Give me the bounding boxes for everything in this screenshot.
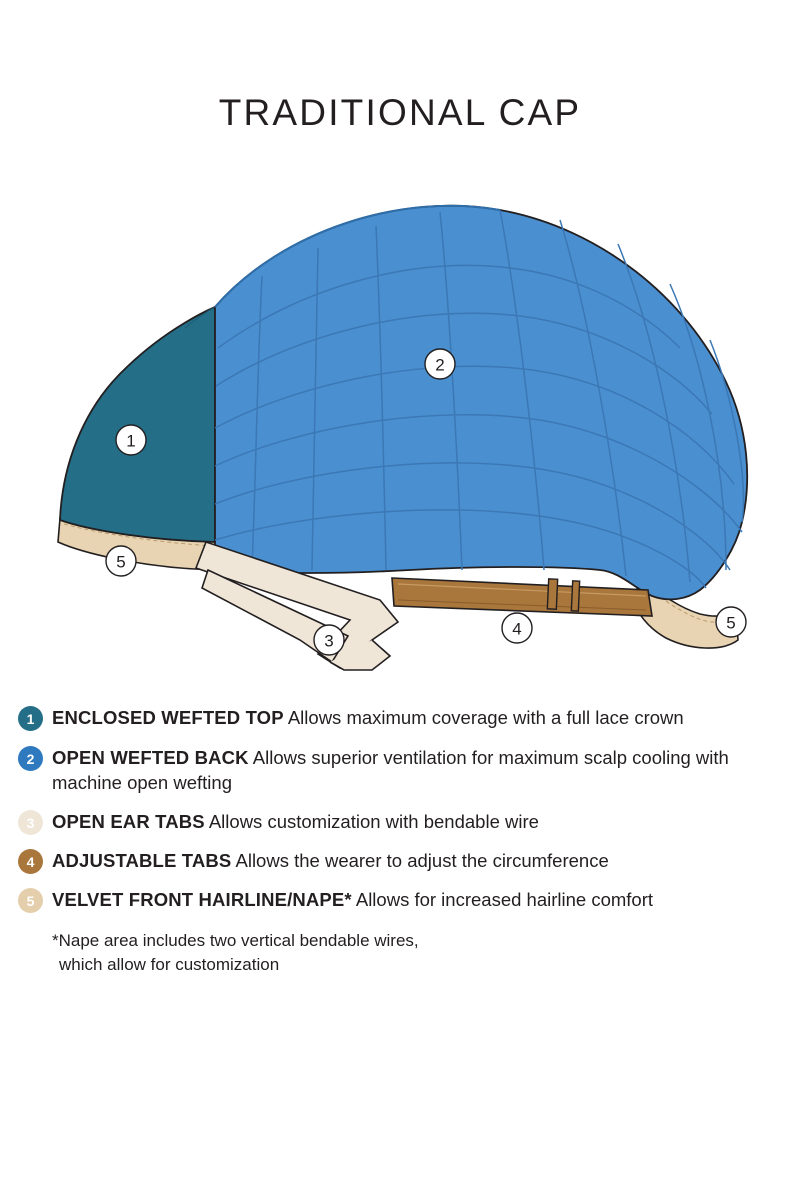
legend-badge-1: 1	[18, 706, 43, 731]
cap-illustration-svg	[0, 170, 800, 690]
callout-label-2: 2	[435, 355, 445, 375]
legend-text-5	[52, 887, 653, 912]
legend-badge-3: 3	[18, 810, 43, 835]
callout-label-4: 4	[512, 619, 522, 639]
legend-label-2: OPEN WEFTED BACK	[52, 747, 249, 768]
tab-buckle-right	[547, 579, 557, 609]
legend-desc-1: Allows maximum coverage with a full lace crown	[287, 707, 684, 728]
legend-text-1	[52, 705, 684, 730]
legend-item-2	[18, 745, 782, 795]
enclosed-wefted-top-panel	[60, 307, 215, 542]
callout-label-1: 1	[126, 431, 136, 451]
footnote-line-2: which allow for customization	[59, 955, 280, 974]
callout-label-5-left: 5	[116, 552, 126, 572]
legend-badge-2: 2	[18, 746, 43, 771]
legend-label-1: ENCLOSED WEFTED TOP	[52, 707, 284, 728]
legend-label-5: VELVET FRONT HAIRLINE/NAPE*	[52, 889, 352, 910]
legend-item-1	[18, 705, 782, 731]
traditional-cap-diagram	[0, 170, 800, 690]
legend-badge-4: 4	[18, 849, 43, 874]
legend	[18, 705, 782, 977]
legend-desc-4: Allows the wearer to adjust the circumference	[235, 850, 609, 871]
legend-desc-3: Allows customization with bendable wire	[208, 811, 539, 832]
legend-footnote	[52, 929, 782, 977]
legend-item-4	[18, 848, 782, 874]
legend-desc-2: Allows superior ventilation for maximum scalp cooling with machine open wefting	[52, 747, 729, 793]
legend-item-3	[18, 809, 782, 835]
legend-badge-5: 5	[18, 888, 43, 913]
legend-item-5	[18, 887, 782, 913]
legend-desc-5: Allows for increased hairline comfort	[355, 889, 654, 910]
legend-label-3: OPEN EAR TABS	[52, 811, 205, 832]
footnote-line-1: *Nape area includes two vertical bendable wires,	[52, 931, 419, 950]
legend-text-3	[52, 809, 539, 834]
legend-text-4	[52, 848, 609, 873]
adjustable-tabs-band	[392, 578, 652, 616]
callout-label-5-right: 5	[726, 613, 736, 633]
tab-buckle-right2	[571, 581, 579, 611]
callout-label-3: 3	[324, 631, 334, 651]
legend-text-2	[52, 745, 772, 795]
legend-label-4: ADJUSTABLE TABS	[52, 850, 232, 871]
page-title: TRADITIONAL CAP	[218, 92, 582, 133]
open-wefted-back-panel	[215, 206, 747, 600]
